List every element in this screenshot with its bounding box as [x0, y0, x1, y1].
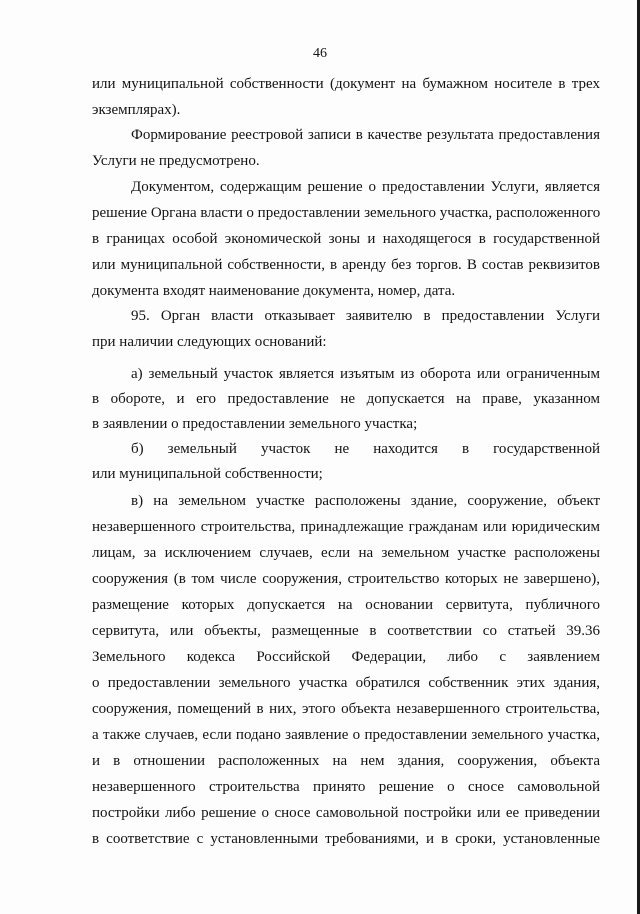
text-line: решение Органа власти о предоставлении земельного участка, расположенного: [92, 205, 601, 221]
text-line: незавершенного строительства принято решение о сносе самовольной: [92, 779, 600, 795]
text-line: размещение которых допускается на основании сервитута, публичного: [92, 597, 600, 613]
text-line: экземплярах).: [92, 102, 181, 118]
subclause-v: в) на земельном участке расположены здание, сооружение, объект: [131, 493, 600, 509]
text-line: в соответствие с установленными требованиями, и в сроки, установленные: [92, 831, 600, 847]
subclause-a: а) земельный участок является изъятым из оборота или ограниченным: [131, 366, 600, 382]
text-line: Услуги не предусмотрено.: [92, 153, 260, 169]
text-line: в обороте, и его предоставление не допускается на праве, указанном: [92, 391, 600, 407]
subclause-b: б) земельный участок не находится в государственной: [131, 441, 600, 457]
text-line: или муниципальной собственности (документ на бумажном носителе в трех: [92, 76, 600, 92]
text-line: в заявлении о предоставлении земельного участка;: [92, 416, 418, 432]
text-line: лицам, за исключением случаев, если на земельном участке расположены: [92, 545, 600, 561]
text-line: незавершенного строительства, принадлежащие гражданам или юридическим: [92, 519, 600, 535]
text-line: или муниципальной собственности;: [92, 466, 323, 482]
text-line: о предоставлении земельного участка обратился собственник этих здания,: [92, 675, 600, 691]
text-line: сооружения (в том числе сооружения, строительство которых не завершено),: [92, 571, 600, 587]
page-number: 46: [313, 46, 327, 61]
text-line: Земельного кодекса Российской Федерации, либо с заявлением: [92, 649, 600, 665]
text-line: в границах особой экономической зоны и находящегося в государственной: [92, 231, 600, 247]
text-line: сервитута, или объекты, размещенные в соответствии со статьей 39.36: [92, 623, 600, 639]
paragraph-first-line: Документом, содержащим решение о предоставлении Услуги, является: [131, 179, 600, 195]
text-line: документа входят наименование документа, номер, дата.: [92, 283, 456, 299]
text-line: сооружения, помещений в них, этого объекта незавершенного строительства,: [92, 701, 600, 717]
text-line: при наличии следующих оснований:: [92, 334, 327, 350]
text-line: а также случаев, если подано заявление о предоставлении земельного участка,: [92, 727, 600, 743]
text-line: постройки либо решение о сносе самовольной постройки или ее приведении: [92, 805, 600, 821]
text-line: или муниципальной собственности, в аренду без торгов. В состав реквизитов: [92, 257, 600, 273]
clause-95-heading: 95. Орган власти отказывает заявителю в предоставлении Услуги: [131, 308, 600, 324]
paragraph-first-line: Формирование реестровой записи в качестве результата предоставления: [131, 127, 600, 143]
text-line: и в отношении расположенных на нем здания, сооружения, объекта: [92, 753, 600, 769]
